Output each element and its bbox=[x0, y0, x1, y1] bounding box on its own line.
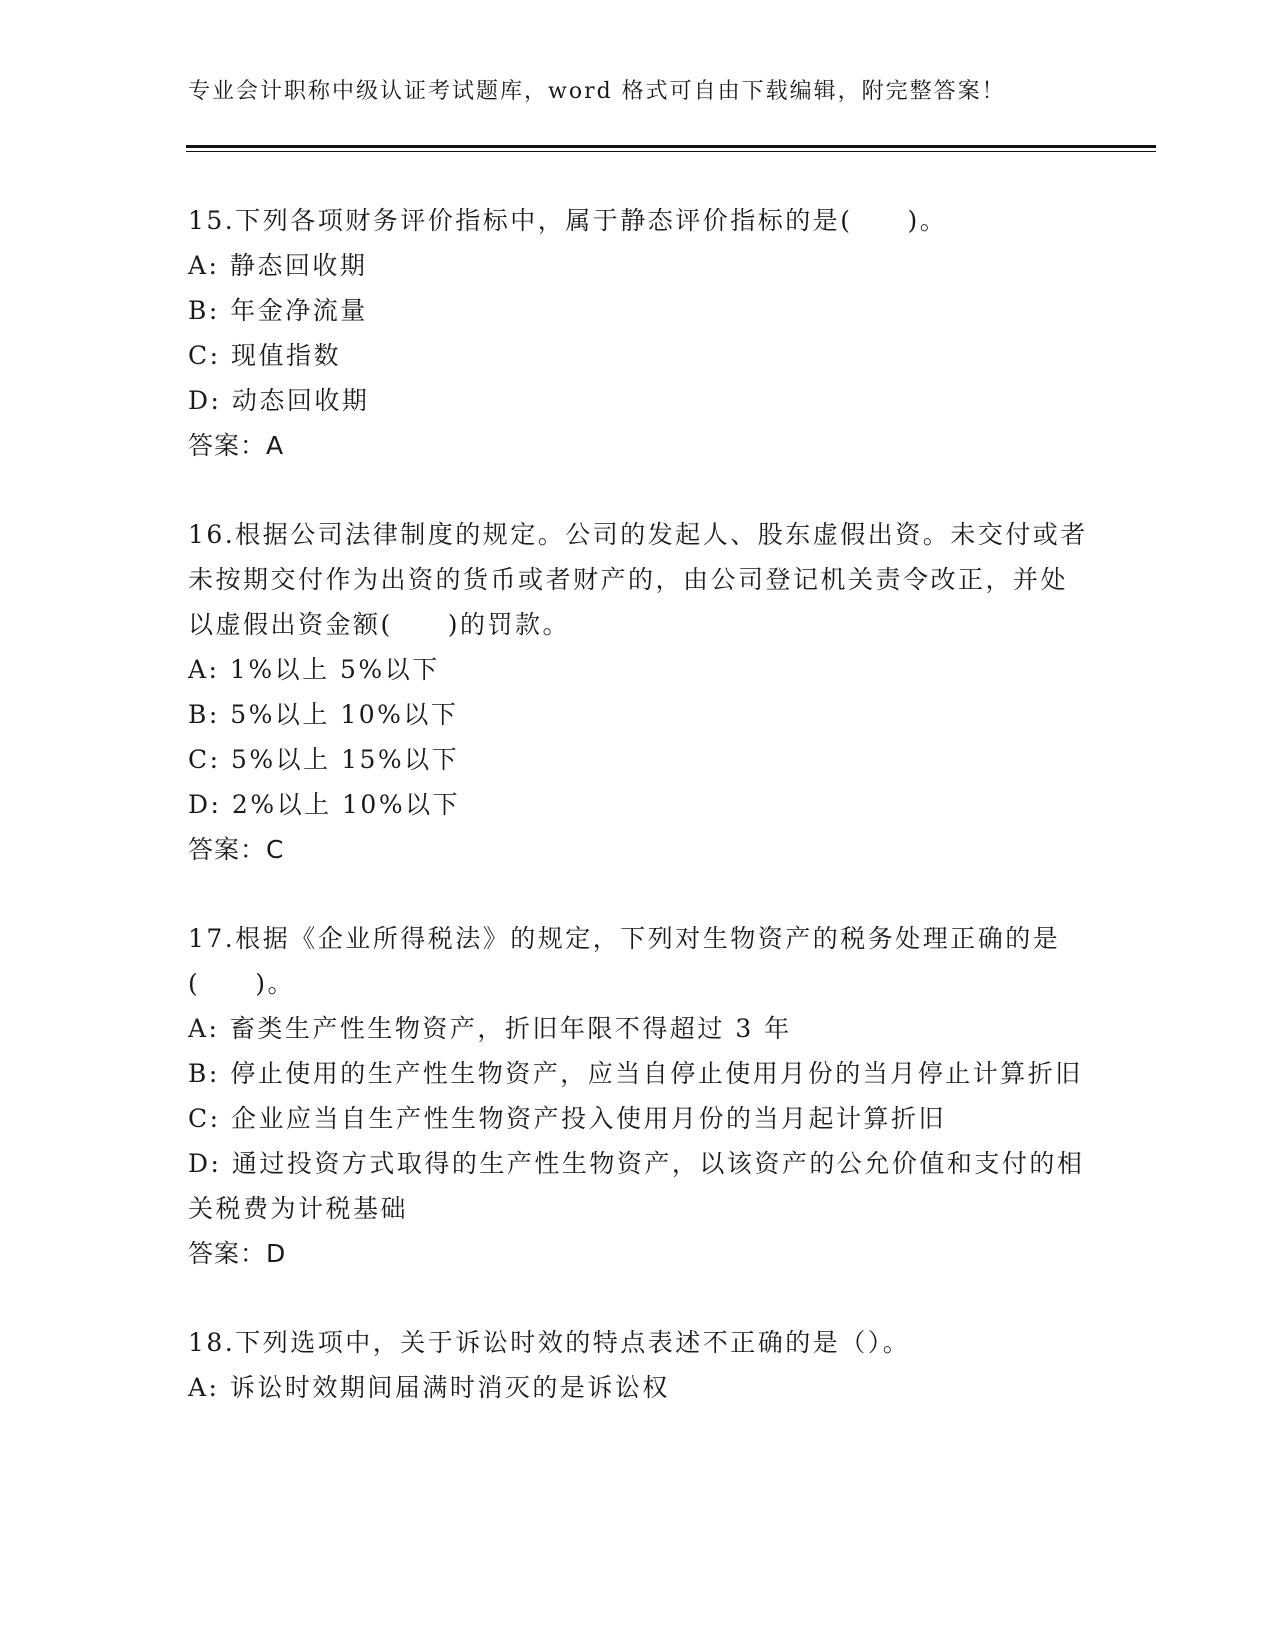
question-16 bbox=[188, 512, 1088, 872]
question-stem: 16.根据公司法律制度的规定。公司的发起人、股东虚假出资。未交付或者未按期交付作为出资的货币或者财产的，由公司登记机关责令改正，并处以虚假出资金额( )的罚款。 bbox=[188, 520, 1088, 639]
header-rule-thick bbox=[186, 145, 1156, 148]
question-stem: 17.根据《企业所得税法》的规定，下列对生物资产的税务处理正确的是( )。 bbox=[188, 924, 1061, 998]
option-b: B: 5%以上 10%以下 bbox=[188, 700, 459, 729]
question-list bbox=[188, 198, 1088, 1454]
answer: 答案：A bbox=[188, 431, 285, 460]
option-c: C: 现值指数 bbox=[188, 341, 341, 370]
answer: 答案：C bbox=[188, 835, 285, 864]
option-a: A: 1%以上 5%以下 bbox=[188, 655, 440, 684]
page-header: 专业会计职称中级认证考试题库，word 格式可自由下载编辑，附完整答案！ bbox=[188, 79, 1006, 104]
question-15 bbox=[188, 198, 1088, 468]
header-rule-thin bbox=[186, 151, 1156, 152]
option-d: D: 动态回收期 bbox=[188, 386, 370, 415]
option-a: A: 畜类生产性生物资产，折旧年限不得超过 3 年 bbox=[188, 1014, 792, 1043]
answer: 答案：D bbox=[188, 1239, 287, 1268]
question-stem: 18.下列选项中，关于诉讼时效的特点表述不正确的是（）。 bbox=[188, 1328, 911, 1357]
option-b: B: 停止使用的生产性生物资产，应当自停止使用月份的当月停止计算折旧 bbox=[188, 1059, 1083, 1088]
option-d: D: 通过投资方式取得的生产性生物资产，以该资产的公允价值和支付的相关税费为计税基础 bbox=[188, 1149, 1085, 1223]
question-17 bbox=[188, 916, 1088, 1276]
option-a: A: 静态回收期 bbox=[188, 251, 368, 280]
option-a: A: 诉讼时效期间届满时消灭的是诉讼权 bbox=[188, 1373, 670, 1402]
option-c: C: 5%以上 15%以下 bbox=[188, 745, 460, 774]
question-stem: 15.下列各项财务评价指标中，属于静态评价指标的是( )。 bbox=[188, 206, 948, 235]
option-d: D: 2%以上 10%以下 bbox=[188, 790, 461, 819]
option-b: B: 年金净流量 bbox=[188, 296, 368, 325]
question-18 bbox=[188, 1320, 1088, 1410]
option-c: C: 企业应当自生产性生物资产投入使用月份的当月起计算折旧 bbox=[188, 1104, 947, 1133]
